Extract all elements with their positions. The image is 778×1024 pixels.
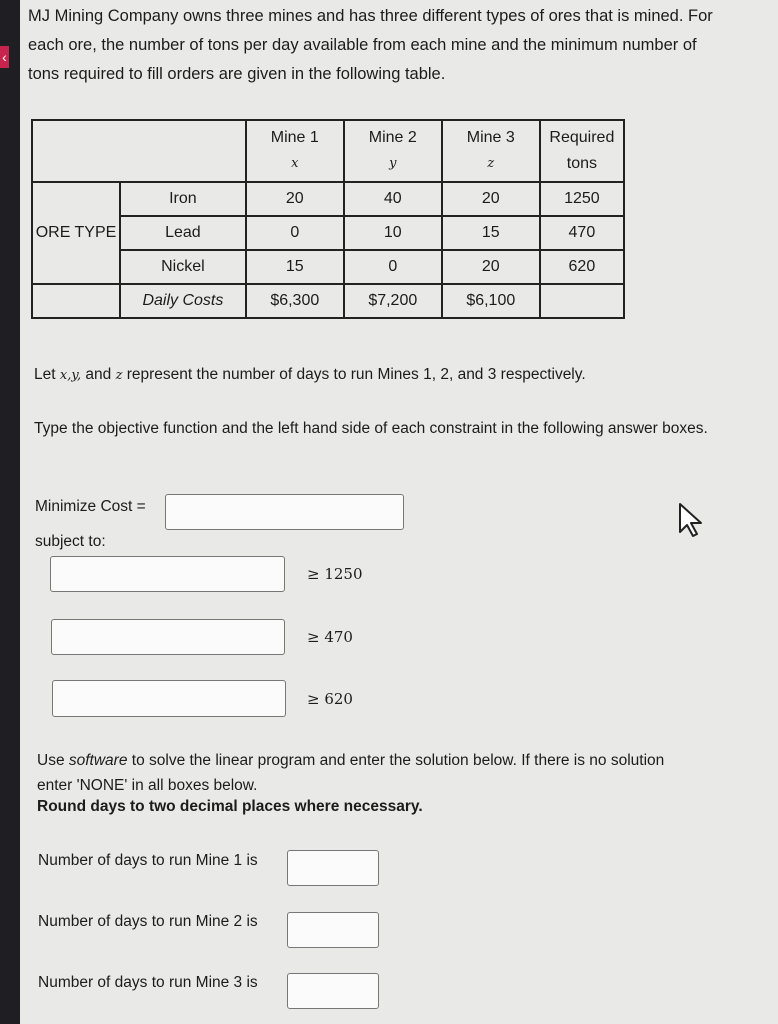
table-cell: 470 (540, 216, 624, 250)
table-cell: 10 (344, 216, 442, 250)
table-cell: $7,200 (344, 284, 442, 318)
daily-costs-row (32, 284, 624, 318)
constraint-3-rhs: ≥ 620 (307, 690, 353, 708)
instruction-text: Type the objective function and the left hand side of each constraint in the following answer boxes. (34, 420, 708, 437)
variables-definition: Let x,y, and z represent the number of days to run Mines 1, 2, and 3 respectively. (34, 366, 586, 383)
mouse-cursor-icon (676, 502, 706, 538)
table-corner-cell (32, 120, 246, 182)
mine-3-days-input[interactable] (287, 973, 379, 1009)
objective-label: Minimize Cost = (35, 498, 146, 515)
table-row (32, 250, 624, 284)
table-cell: 15 (442, 216, 540, 250)
mine-1-header: Mine 1 x (246, 120, 344, 182)
table-row (32, 216, 624, 250)
left-sidebar (0, 0, 20, 1024)
table-cell: 1250 (540, 182, 624, 216)
daily-costs-spacer (32, 284, 120, 318)
mine-2-header: Mine 2 y (344, 120, 442, 182)
problem-intro: MJ Mining Company owns three mines and has three different types of ores that is mined. For each ore, the number of tons per day available from each mine and the minimum number of tons required to fill orders are given in the following table. (28, 7, 713, 83)
ore-name: Lead (120, 216, 246, 250)
table-cell: 20 (246, 182, 344, 216)
table-cell: 20 (442, 182, 540, 216)
subject-to-label: subject to: (35, 533, 106, 550)
constraint-2-rhs: ≥ 470 (307, 628, 353, 646)
table-cell: 40 (344, 182, 442, 216)
ore-name: Iron (120, 182, 246, 216)
table-row (32, 182, 624, 216)
table-cell: 620 (540, 250, 624, 284)
ore-name: Nickel (120, 250, 246, 284)
constraint-1-input[interactable] (50, 556, 285, 592)
answer-2-label: Number of days to run Mine 2 is (38, 913, 258, 930)
table-cell-empty (540, 284, 624, 318)
table-cell: 0 (344, 250, 442, 284)
answer-1-label: Number of days to run Mine 1 is (38, 852, 258, 869)
mine-1-days-input[interactable] (287, 850, 379, 886)
constraint-1-rhs: ≥ 1250 (307, 565, 363, 583)
answer-3-label: Number of days to run Mine 3 is (38, 974, 258, 991)
constraint-2-input[interactable] (51, 619, 285, 655)
daily-costs-label: Daily Costs (120, 284, 246, 318)
ore-type-label: ORE TYPE (32, 182, 120, 284)
table-cell: $6,100 (442, 284, 540, 318)
table-cell: 0 (246, 216, 344, 250)
objective-input[interactable] (165, 494, 404, 530)
mine-3-header: Mine 3 z (442, 120, 540, 182)
table-header-row (32, 120, 624, 182)
rounding-note: Round days to two decimal places where necessary. (37, 798, 423, 815)
mine-2-days-input[interactable] (287, 912, 379, 948)
required-header: Required tons (540, 120, 624, 182)
software-instruction: Use software to solve the linear program and enter the solution below. If there is no solution enter 'NONE' in all boxes below. (37, 752, 665, 794)
table-cell: 15 (246, 250, 344, 284)
table-cell: 20 (442, 250, 540, 284)
ore-table (31, 119, 625, 319)
back-arrow-icon[interactable]: ‹ (0, 46, 9, 68)
table-cell: $6,300 (246, 284, 344, 318)
constraint-3-input[interactable] (52, 680, 286, 717)
